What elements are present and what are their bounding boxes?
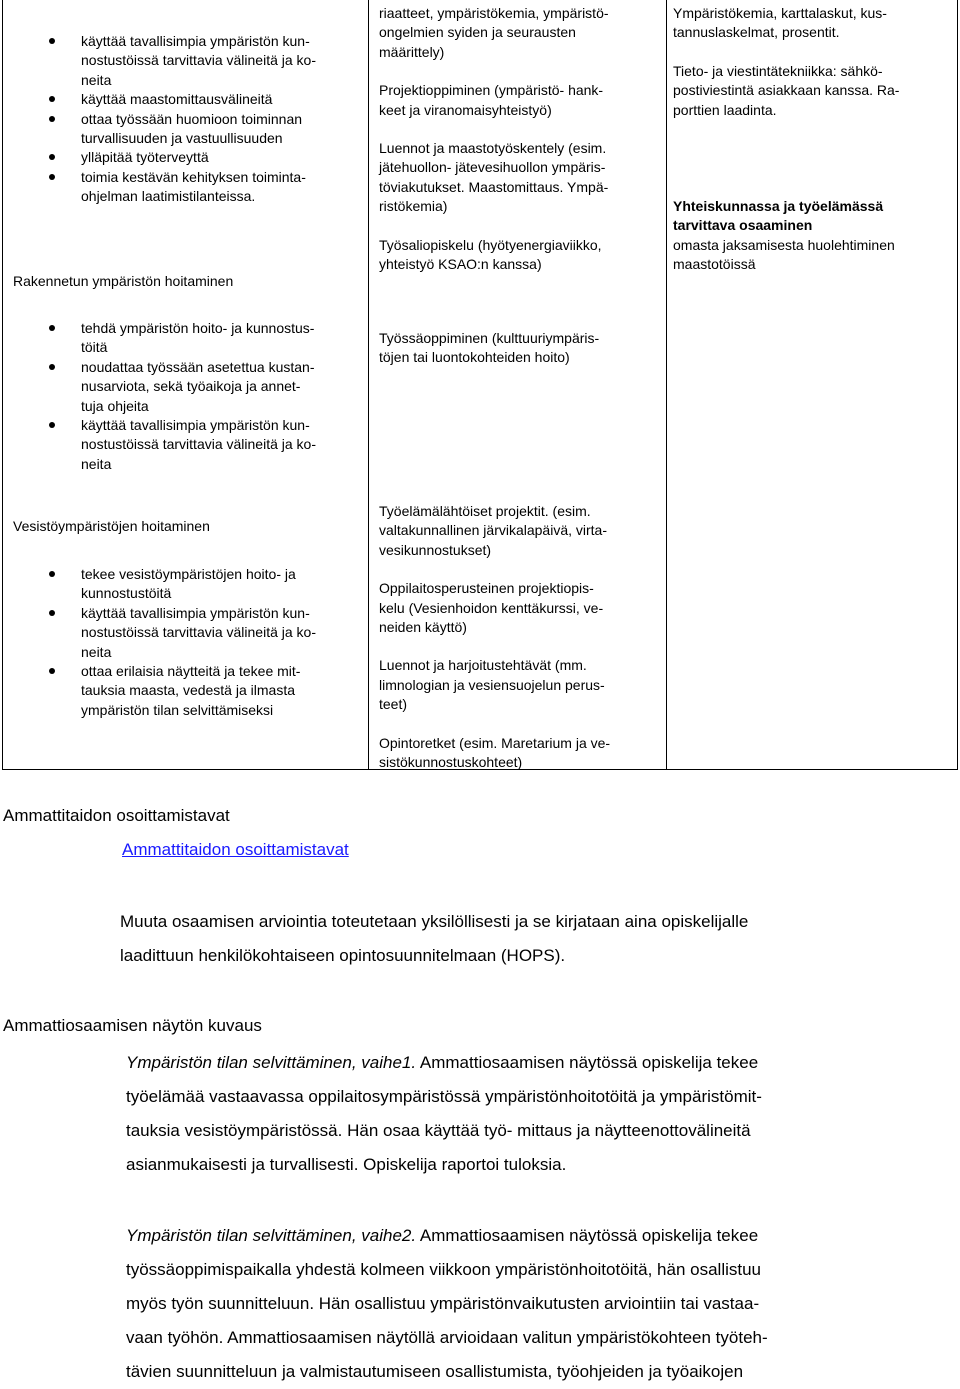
- list-item: ottaa erilaisia näytteitä ja tekee mit- tauksia maasta, vedestä ja ilmasta ympäristön tilan selvittämiseksi: [3, 662, 368, 720]
- bold-heading: Yhteiskunnassa ja työelämässä tarvittava osaaminen: [673, 198, 884, 234]
- assessment-paragraph: Muuta osaamisen arviointia toteutetaan yksilöllisesti ja se kirjataan aina opiskelijalle laadittuun henkilökohtaiseen opintosuunnitelmaan (HOPS).: [120, 912, 749, 965]
- paragraph: riaatteet, ympäristökemia, ympäristö- ongelmien syiden ja seurausten määrittely): [379, 5, 609, 60]
- competence-table: [2, 0, 958, 770]
- skills-list-built-environment: [3, 319, 368, 474]
- list-item: käyttää maastomittausvälineitä: [3, 90, 368, 109]
- list-item: käyttää tavallisimpia ympäristön kun- nostustöissä tarvittavia välineitä ja ko- neita: [3, 604, 368, 662]
- phase-title: Ympäristön tilan selvittäminen, vaihe1.: [126, 1053, 417, 1072]
- skills-list-general: [3, 32, 368, 207]
- learning-methods-column: [379, 4, 664, 274]
- phase-title: Ympäristön tilan selvittäminen, vaihe2.: [126, 1226, 417, 1245]
- list-item: noudattaa työssään asetettua kustan- nusarviota, sekä työaikoja ja annet- tuja ohjeita: [3, 358, 368, 416]
- phase-1-paragraph: Ympäristön tilan selvittäminen, vaihe1. Ammattiosaamisen näytössä opiskelija tekee työelämää vastaavassa oppilaitosympäristössä ympäristönhoitotöitä ja ympäristömit- tauksia vesistöympäristössä. Hän osaa käyttää työ- mittaus ja näytteenottovälineitä asianmukaisesti ja turvallisesti. Opiskelija raportoi tuloksia.: [126, 1053, 762, 1174]
- list-item: käyttää tavallisimpia ympäristön kun- nostustöissä tarvittavia välineitä ja ko- neita: [3, 416, 368, 474]
- paragraph: Työsaliopiskelu (hyötyenergiaviikko, yhteistyö KSAO:n kanssa): [379, 236, 602, 273]
- list-item: tehdä ympäristön hoito- ja kunnostus- töitä: [3, 319, 368, 358]
- section-heading: Rakennetun ympäristön hoitaminen: [13, 273, 234, 289]
- section-title-demonstration-description: Ammattiosaamisen näytön kuvaus: [3, 1016, 262, 1035]
- paragraph: omasta jaksamisesta huolehtiminen maastotöissä: [673, 236, 895, 273]
- paragraph: Tieto- ja viestintätekniikka: sähkö- postiviestintä asiakkaan kanssa. Ra- porttien laadinta.: [673, 62, 900, 118]
- core-skills-column: [673, 4, 955, 275]
- paragraph: Oppilaitosperusteinen projektiopis- kelu (Vesienhoidon kenttäkurssi, ve- neiden käyttö): [379, 580, 604, 636]
- list-item: käyttää tavallisimpia ympäristön kun- nostustöissä tarvittavia välineitä ja ko- neita: [3, 32, 368, 90]
- list-item: toimia kestävän kehityksen toiminta- ohjelman laatimistilanteissa.: [3, 168, 368, 207]
- list-item: ylläpitää työterveyttä: [3, 148, 368, 167]
- phase-2-paragraph: Ympäristön tilan selvittäminen, vaihe2. Ammattiosaamisen näytössä opiskelija tekee työssäoppimispaikalla yhdestä kolmeen viikkoon ympäristönhoitotöitä, hän osallistuu myös työn suunnitteluun. Hän osallistuu ympäristönvaikutusten arviointiin tai vastaa- vaan työhön. Ammattiosaamisen näytöllä arvioidaan valitun ympäristökohteen työteh- tävien suunnitteluun ja valmistautumiseen osallistumista, työohjeiden ja työaikojen: [126, 1226, 768, 1381]
- paragraph: Opintoretket (esim. Maretarium ja ve- sistökunnostuskohteet): [379, 734, 611, 771]
- section-heading: Vesistöympäristöjen hoitaminen: [13, 518, 210, 534]
- demonstration-methods-link[interactable]: Ammattitaidon osoittamistavat: [122, 840, 349, 859]
- column-divider: [368, 0, 369, 769]
- paragraph: Työelämälähtöiset projektit. (esim. valtakunnallinen järvikalapäivä, virta- vesikunnostukset): [379, 503, 608, 558]
- list-item: ottaa työssään huomioon toiminnan turvallisuuden ja vastuullisuuden: [3, 110, 368, 149]
- learning-methods-water: [379, 502, 664, 772]
- paragraph: Työssäoppiminen (kulttuuriympäris- töjen tai luontokohteiden hoito): [379, 330, 600, 366]
- column-divider: [666, 0, 667, 769]
- skills-list-water-environment: [3, 565, 368, 720]
- paragraph: Luennot ja maastotyöskentely (esim. jätehuollon- jätevesihuollon ympäris- töviakutukset. Maastomittaus. Ympä- ristökemia): [379, 140, 609, 215]
- paragraph: Projektioppiminen (ympäristö- hank- keet ja viranomaisyhteistyö): [379, 82, 604, 118]
- section-title-demonstration-methods: Ammattitaidon osoittamistavat: [3, 806, 230, 825]
- list-item: tekee vesistöympäristöjen hoito- ja kunnostustöitä: [3, 565, 368, 604]
- paragraph: Luennot ja harjoitustehtävät (mm. limnologian ja vesiensuojelun perus- teet): [379, 657, 605, 713]
- paragraph: Ympäristökemia, karttalaskut, kus- tannuslaskelmat, prosentit.: [673, 5, 887, 41]
